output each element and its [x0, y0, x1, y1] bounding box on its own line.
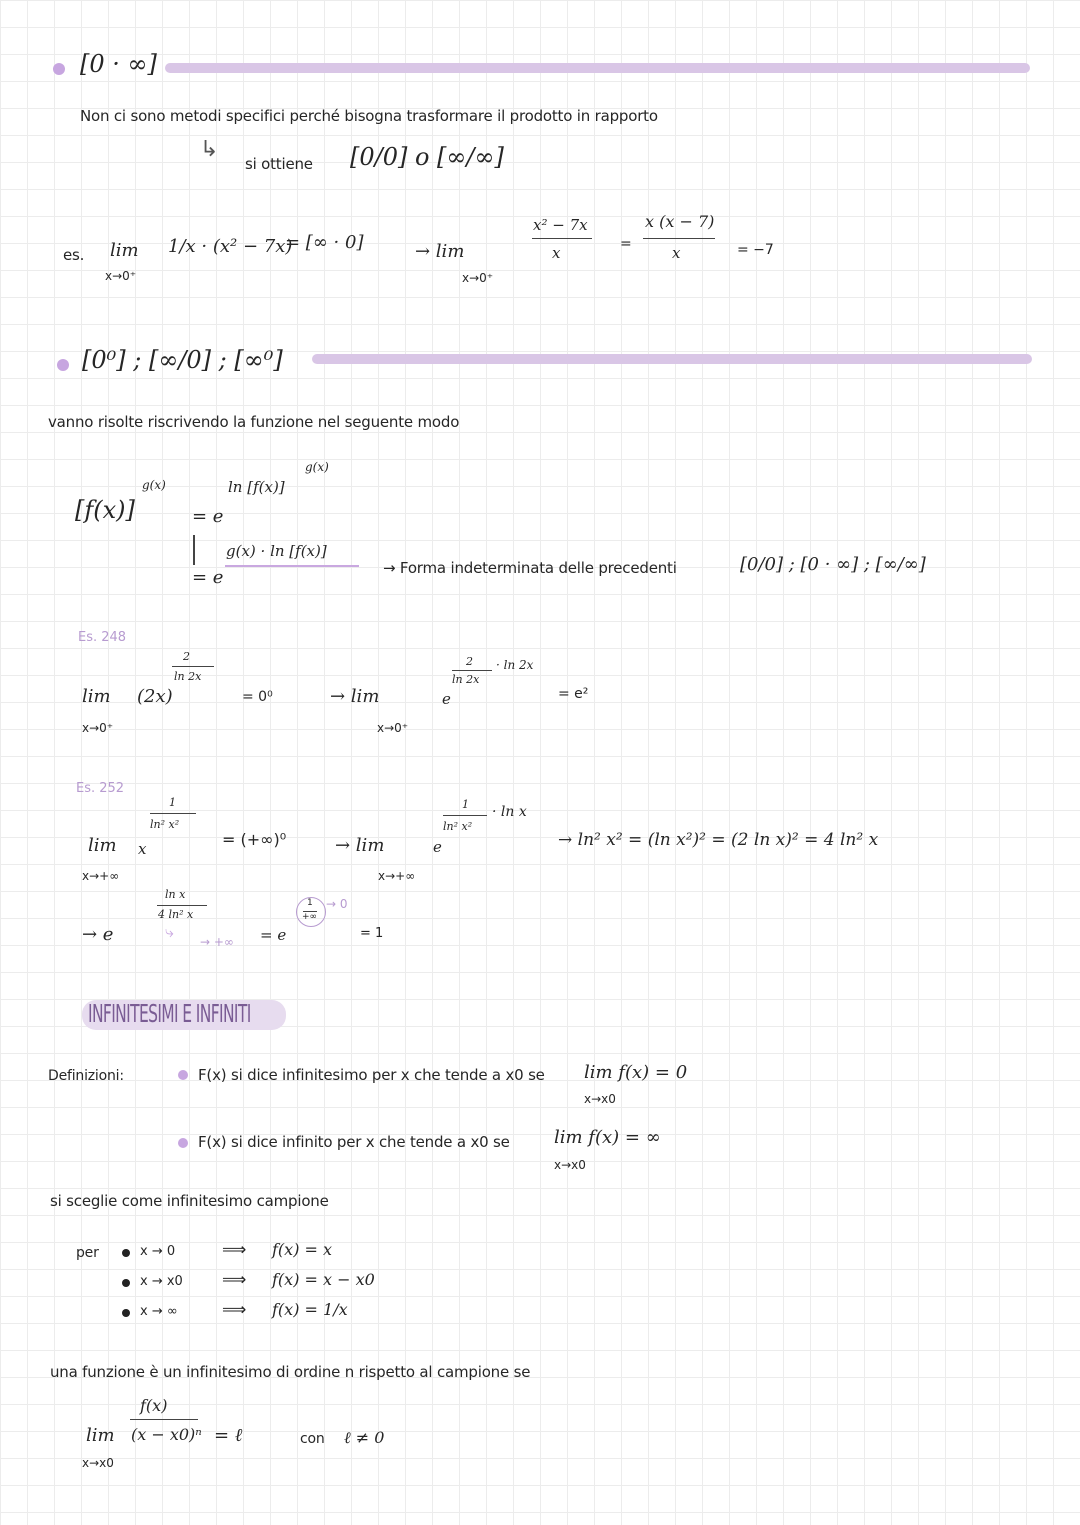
limit-subscript: x→0⁺ [82, 721, 114, 735]
limit-subscript: x→+∞ [378, 869, 416, 883]
fraction-numerator: f(x) [140, 1396, 168, 1415]
limit-base: x [138, 840, 147, 858]
fraction-line [643, 238, 715, 239]
limit-operator: lim [86, 1425, 115, 1446]
limit-expression: 1/x · (x² − 7x) [168, 236, 293, 257]
result: = −7 [737, 242, 774, 258]
exercise-label: Es. 252 [76, 781, 125, 796]
equals-e: = e [192, 506, 224, 527]
exponent-product: g(x) · ln [f(x)] [226, 542, 327, 560]
limit-operator: lim [110, 240, 139, 261]
exponent-denominator: ln² x² [443, 820, 473, 833]
exponent-multiplier: · ln 2x [496, 658, 534, 672]
limit-subscript: x→0⁺ [462, 271, 494, 285]
exponent-numerator: 2 [183, 650, 190, 663]
fraction-numerator: x (x − 7) [645, 212, 715, 231]
implies-arrow: ⟹ [222, 1240, 247, 1260]
bullet-dot [122, 1279, 130, 1287]
fraction-line [150, 813, 196, 814]
base-e: e [442, 690, 451, 708]
definitions-label: Definizioni: [48, 1068, 124, 1084]
exponent-denominator: 4 ln² x [158, 908, 194, 921]
implies-arrow: ⟹ [222, 1300, 247, 1320]
case-function: f(x) = x − x0 [272, 1270, 375, 1289]
exponent-numerator: 1 [169, 796, 176, 809]
limit-subscript: x→x0 [82, 1456, 114, 1470]
section-heading-exponential-forms: [0⁰] ; [∞/0] ; [∞⁰] [82, 346, 283, 374]
circled-denominator: +∞ [302, 912, 318, 922]
limit-subscript: x→0⁺ [105, 269, 137, 283]
equals-sign: = [620, 236, 632, 252]
exponent-multiplier: · ln x [492, 804, 527, 820]
bullet-dot [122, 1249, 130, 1257]
section-description: vanno risolte riscrivendo la funzione nel seguente modo [48, 413, 460, 431]
case-function: f(x) = 1/x [272, 1300, 348, 1319]
bullet-dot [122, 1309, 130, 1317]
fraction-line [443, 815, 487, 816]
equals-e: = e [260, 926, 287, 944]
bullet-dot [57, 359, 69, 371]
fraction-denominator: x [672, 244, 681, 262]
highlight-bar [165, 63, 1030, 73]
indeterminate-form: = (+∞)⁰ [222, 830, 287, 849]
base-e: e [433, 838, 442, 856]
definition-infinitesimal: F(x) si dice infinitesimo per x che tende a x0 se [198, 1066, 545, 1084]
bullet-dot [53, 63, 65, 75]
highlight-bar [312, 354, 1032, 364]
fraction-denominator: x [552, 244, 561, 262]
definition-limit: lim f(x) = 0 [584, 1062, 688, 1083]
sample-infinitesimal-text: si sceglie come infinitesimo campione [50, 1192, 329, 1210]
fraction-line [157, 905, 207, 906]
definition-limit-subscript: x→x0 [554, 1158, 586, 1172]
log-identity-chain: → ln² x² = (ln x²)² = (2 ln x)² = 4 ln² x [558, 830, 879, 850]
exponent-denominator: ln 2x [452, 673, 480, 686]
function-exponent: g(x) [142, 478, 166, 492]
exponent-power: g(x) [305, 460, 329, 474]
case-condition: x → 0 [140, 1244, 176, 1259]
limit-operator: lim [88, 835, 117, 856]
implies-arrow: ⟹ [222, 1270, 247, 1290]
limit-base: (2x) [137, 686, 173, 707]
exponent-denominator: ln² x² [150, 818, 180, 831]
fraction-line [452, 670, 492, 671]
underline [225, 565, 359, 567]
exponent-denominator: ln 2x [174, 670, 202, 683]
arrow-limit: → lim [415, 241, 465, 262]
exponent-numerator: 1 [462, 798, 469, 811]
curved-arrow-icon: ↳ [200, 137, 219, 162]
limit-subscript: x→+∞ [82, 869, 120, 883]
result: = e² [558, 686, 589, 702]
arrow-e: → e [82, 924, 114, 945]
exercise-label: Es. 248 [78, 630, 127, 645]
case-condition: x → ∞ [140, 1304, 178, 1319]
section-heading-zero-infinity: [0 · ∞] [80, 50, 157, 78]
fraction-numerator: x² − 7x [533, 216, 588, 234]
definition-infinite: F(x) si dice infinito per x che tende a x0 se [198, 1133, 510, 1151]
curved-arrow-icon: ⤷ [165, 922, 174, 941]
previous-forms: [0/0] ; [0 · ∞] ; [∞/∞] [740, 554, 926, 575]
tends-to-infinity: → +∞ [200, 935, 234, 949]
condition: ℓ ≠ 0 [344, 1428, 385, 1447]
indeterminate-forms: [0/0] o [∞/∞] [350, 143, 504, 171]
limit-value: = ℓ [214, 1425, 243, 1446]
tends-to-zero: → 0 [326, 897, 348, 911]
arrow-limit: → lim [335, 835, 385, 856]
bullet-dot [178, 1138, 188, 1148]
equals-e: = e [192, 567, 224, 588]
circled-numerator: 1 [307, 898, 313, 908]
per-label: per [76, 1245, 99, 1261]
limit-subscript: x→0⁺ [377, 721, 409, 735]
exponent-ln: ln [f(x)] [228, 478, 285, 496]
indeterminate-form-text: → Forma indeterminata delle precedenti [383, 559, 677, 577]
si-ottiene-label: si ottiene [245, 155, 313, 173]
fraction-line [532, 238, 592, 239]
vertical-bar [193, 535, 195, 565]
bullet-dot [178, 1070, 188, 1080]
limit-operator: lim [82, 686, 111, 707]
exponent-numerator: ln x [165, 888, 186, 901]
case-function: f(x) = x [272, 1240, 333, 1259]
definition-limit: lim f(x) = ∞ [554, 1127, 661, 1148]
exponent-numerator: 2 [466, 655, 473, 668]
fraction-line [172, 666, 214, 667]
order-definition: una funzione è un infinitesimo di ordine n rispetto al campione se [50, 1363, 531, 1381]
example-label: es. [63, 246, 85, 264]
case-condition: x → x0 [140, 1274, 183, 1289]
section-title: INFINITESIMI E INFINITI [88, 999, 251, 1028]
result: = 1 [360, 926, 384, 941]
indeterminate-form: = 0⁰ [242, 689, 273, 705]
fraction-line [130, 1419, 198, 1420]
function-base: [f(x)] [75, 496, 135, 524]
con-label: con [300, 1431, 325, 1447]
fraction-denominator: (x − x0)ⁿ [131, 1425, 202, 1444]
arrow-limit: → lim [330, 686, 380, 707]
section-description: Non ci sono metodi specifici perché bisogna trasformare il prodotto in rapporto [80, 107, 658, 125]
indeterminate-form: = [∞ · 0] [285, 232, 364, 253]
definition-limit-subscript: x→x0 [584, 1092, 616, 1106]
